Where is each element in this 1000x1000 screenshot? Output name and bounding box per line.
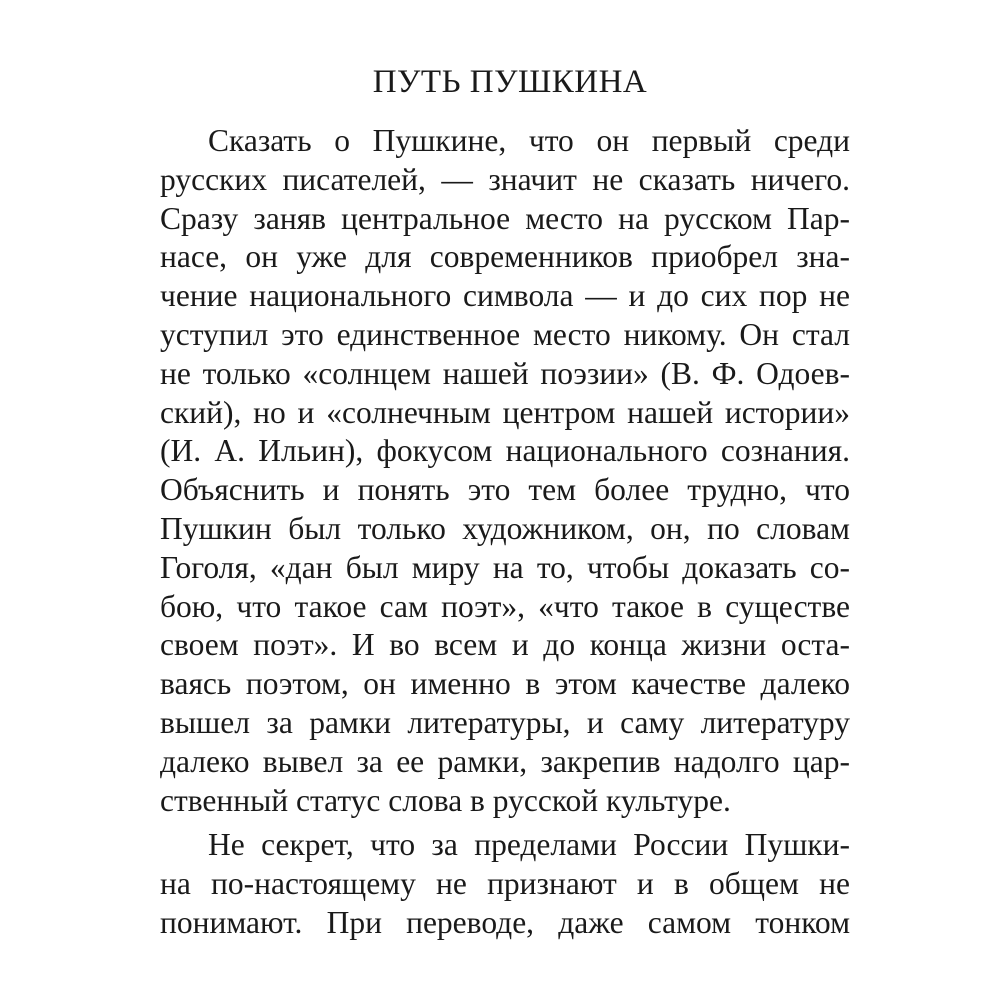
text-line: не только «солнцем нашей поэзии» (В. Ф. Одоев-: [160, 355, 850, 391]
text-line: далеко вывел за ее рамки, закрепив надолго цар-: [160, 743, 850, 779]
book-page: [160, 62, 850, 943]
text-line: русских писателей, — значит не сказать ничего.: [160, 161, 850, 197]
text-line: Сказать о Пушкине, что он первый среди: [208, 123, 850, 158]
text-line: (И. А. Ильин), фокусом национального сознания.: [160, 433, 850, 469]
text-line: Гоголя, «дан был миру на то, чтобы доказать со-: [160, 549, 850, 585]
text-line: понимают. При переводе, даже самом тонком: [160, 904, 850, 940]
text-line: Пушкин был только художником, он, по словам: [160, 510, 850, 546]
text-line: Сразу заняв центральное место на русском Пар-: [160, 200, 850, 236]
text-line: чение национального символа — и до сих пор не: [160, 278, 850, 314]
paragraph-1: [160, 122, 850, 820]
paragraph-2: [160, 826, 850, 942]
text-line: Не секрет, что за пределами России Пушки-: [208, 827, 850, 863]
text-line: ваясь поэтом, он именно в этом качестве далеко: [160, 666, 850, 702]
text-line: ский), но и «солнечным центром нашей истории»: [160, 394, 850, 430]
text-line: Объяснить и понять это тем более трудно, что: [160, 472, 850, 508]
text-line: бою, что такое сам поэт», «что такое в существе: [160, 588, 850, 624]
text-line: своем поэт». И во всем и до конца жизни оста-: [160, 627, 850, 663]
chapter-title: ПУТЬ ПУШКИНА: [372, 64, 648, 100]
text-line: вышел за рамки литературы, и саму литературу: [160, 704, 850, 740]
text-line: уступил это единственное место никому. Он стал: [160, 316, 850, 352]
text-line: насе, он уже для современников приобрел зна-: [160, 239, 850, 275]
text-line: на по-настоящему не признают и в общем не: [160, 866, 850, 902]
text-line: ственный статус слова в русской культуре.: [160, 782, 731, 818]
